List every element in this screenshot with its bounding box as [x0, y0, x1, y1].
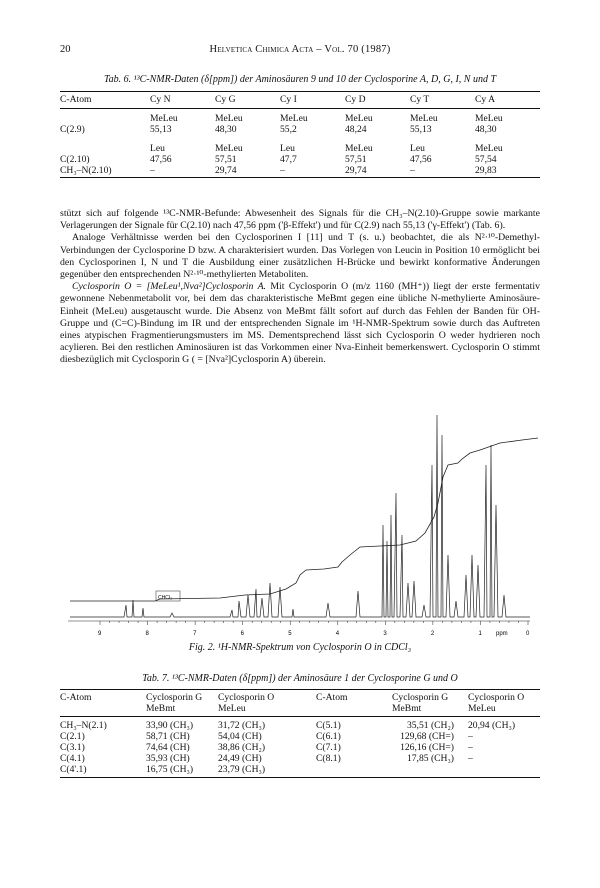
paragraph-2: Analoge Verhältnisse werden bei den Cyclosporinen I [11] und T (s. u.) beobachtet, die als N²·¹⁰-Demethyl-Verbindungen der Cyclosporine D bzw. A charakterisiert wurden. Das Vorlegen von Leucin in Position 10 ermöglicht bei den Cyclosporinen I, N und T die Ausbildung einer zusätzlichen H-Brücke und bewirkt konformative Änderungen gegenüber den entsprechenden N²·¹⁰-methylierten Metaboliten.	[60, 232, 540, 281]
axis-tick-label: 2	[430, 631, 435, 637]
table-cell: 31,72 (CH₃)	[218, 720, 266, 731]
table6-header-cell: Cy I	[280, 92, 345, 109]
table-cell: 48,24	[345, 124, 367, 135]
table-cell: 29,83	[475, 165, 540, 178]
table-cell: MeLeu	[475, 113, 503, 124]
table-cell: 38,86 (CH₂)	[218, 742, 266, 753]
table-cell: 47,56	[410, 154, 432, 165]
table6-header-cell: Cy D	[345, 92, 410, 109]
table7-header-cell: Cyclosporin O	[468, 692, 525, 703]
axis-tick-label: 9	[98, 631, 102, 637]
table-cell: C(7.1)	[316, 742, 341, 753]
table-row	[60, 109, 540, 125]
table7-header-cell: C-Atom	[316, 692, 348, 703]
table-cell: MeLeu	[150, 113, 178, 124]
table7-subheader-cell: MeBmt	[146, 703, 218, 717]
table-cell: MeLeu	[345, 143, 373, 154]
table6-header-cell: Cy N	[150, 92, 215, 109]
table-cell: 47,7	[280, 154, 297, 165]
table7-subheader-cell	[60, 703, 146, 717]
table-row	[60, 124, 540, 135]
table-cell: –	[468, 731, 473, 742]
axis-tick-label: 7	[193, 631, 197, 637]
table7-subheader-cell: MeBmt	[392, 703, 468, 717]
table6	[60, 91, 540, 178]
nmr-spectrum-plot	[60, 405, 540, 647]
table-cell: –	[150, 165, 215, 178]
table-cell: –	[280, 165, 345, 178]
table-cell: C(2.1)	[60, 731, 85, 742]
table-cell: CH₃–N(2.10)	[60, 165, 150, 178]
table-cell: 54,04 (CH)	[218, 731, 262, 742]
table-cell: C(4'.1)	[60, 764, 146, 778]
axis-tick-label: 3	[383, 631, 387, 637]
table7-header-cell: Cyclosporin G	[392, 692, 449, 703]
table-cell: Leu	[410, 143, 425, 154]
table-cell: MeLeu	[280, 113, 308, 124]
table-cell: 47,56	[150, 154, 172, 165]
table-cell: 24,49 (CH)	[218, 753, 262, 764]
table-cell: 33,90 (CH₃)	[146, 720, 194, 731]
table-cell: –	[410, 165, 475, 178]
table-cell: 35,51 (CH₂)	[406, 720, 454, 731]
table7-subheader-row	[60, 703, 540, 717]
table-row	[60, 764, 540, 778]
spectrum-trace	[70, 415, 530, 617]
table-cell: 17,85 (CH₃)	[406, 753, 454, 764]
table-row	[60, 753, 540, 764]
page-number: 20	[60, 44, 71, 55]
axis-tick-label: 0	[526, 631, 530, 637]
paragraph-3-lead: Cyclosporin O = [MeLeu¹,Nva²]Cyclosporin A.	[72, 281, 267, 293]
table-cell: C(4.1)	[60, 753, 85, 764]
table-cell: –	[468, 753, 473, 764]
table6-caption: Tab. 6. ¹³C-NMR-Daten (δ[ppm]) der Aminosäuren 9 und 10 der Cyclosporine A, D, G, I, N und T	[103, 74, 497, 85]
table7	[60, 689, 540, 778]
table-row	[60, 717, 540, 732]
table-cell: MeLeu	[410, 113, 438, 124]
table-cell	[60, 135, 150, 154]
table6-header-row	[60, 92, 540, 109]
table-cell: 55,2	[280, 124, 297, 135]
table-cell	[316, 764, 392, 778]
figure-caption: Fig. 2. ¹H-NMR-Spektrum von Cyclosporin O in CDCl₃	[188, 642, 412, 653]
table-cell: C(2.10)	[60, 154, 90, 165]
axis-tick-label: 8	[145, 631, 149, 637]
table7-header-row	[60, 690, 540, 704]
axis-tick-label: 6	[240, 631, 245, 637]
table-cell	[468, 764, 540, 778]
ppm-label: ppm	[496, 631, 508, 637]
table7-caption: Tab. 7. ¹³C-NMR-Daten (δ[ppm]) der Aminosäure 1 der Cyclosporine G und O	[142, 673, 458, 684]
table-row	[60, 742, 540, 753]
table-cell: MeLeu	[475, 143, 503, 154]
running-title: Helvetica Chimica Acta – Vol. 70 (1987)	[209, 44, 391, 55]
table7-subheader-cell: MeLeu	[218, 703, 316, 717]
table6-header-cell: Cy G	[215, 92, 280, 109]
table-cell: Leu	[150, 143, 165, 154]
paragraph-3	[60, 281, 540, 366]
table-cell: 129,68 (CH=)	[400, 731, 454, 742]
table-cell: 126,16 (CH=)	[400, 742, 454, 753]
table-cell: 29,74	[345, 165, 410, 178]
axis-ticks	[98, 621, 530, 637]
table-cell: 58,71 (CH)	[146, 731, 190, 742]
table-cell: C(2.9)	[60, 124, 85, 135]
table-cell: 57,54	[475, 154, 497, 165]
table7-subheader-cell	[316, 703, 392, 717]
table-cell: 55,13	[150, 124, 172, 135]
axis-tick-label: 5	[288, 631, 292, 637]
table-cell	[392, 764, 468, 778]
table-cell: CH₃–N(2.1)	[60, 720, 107, 731]
table-cell: 16,75 (CH₃)	[146, 764, 218, 778]
table-cell: MeLeu	[215, 143, 243, 154]
table-row	[60, 154, 540, 165]
table-row	[60, 165, 540, 178]
nmr-spectrum-figure	[60, 405, 540, 647]
body-text	[60, 208, 540, 367]
table7-header-cell: Cyclosporin G	[146, 692, 203, 703]
axis-tick-label: 4	[335, 631, 340, 637]
paragraph-1: stützt sich auf folgende ¹³C-NMR-Befunde: Abwesenheit des Signals für die CH₃–N(2.10)-Gruppe sowie markante Verlagerungen der Signale für C(2.10) nach 47,56 ppm ('β-Effekt') und für C(2.9) nach 55,13 ('γ-Effekt') (Tab. 6).	[60, 208, 540, 232]
chcl3-label: CHCl₃	[158, 595, 172, 601]
table-cell	[60, 109, 150, 125]
table-cell: C(6.1)	[316, 731, 341, 742]
table-cell: 57,51	[345, 154, 367, 165]
table-cell: Leu	[280, 143, 295, 154]
table-cell: 55,13	[410, 124, 432, 135]
table-cell: 48,30	[215, 124, 237, 135]
page-header	[60, 44, 540, 58]
table-cell: 23,79 (CH₃)	[218, 764, 316, 778]
paragraph-3-text: Mit Cyclosporin O (m/z 1160 (MH⁺)) liegt der erste fermentativ gewonnene Nebenmetabolit vor, bei dem das charakteristische MeBmt gegen eine übliche N-methylierte Aminosäure-Einheit (MeLeu) ausgetauscht wurde. Die Absenz von MeBmt fällt sofort auf durch das Fehlen der Banden für OH-Gruppe und (C=C)-Bindung im IR und der entsprechenden Signale im ¹H-NMR-Spektrum sowie durch das Auftreten eines atypischen Fragmentierungsmusters im MS. Dementsprechend lässt sich Cyclosporin O weder hydrieren noch acylieren. Bei den restlichen Aminosäuren ist das Vorkommen einer Nva-Einheit bemerkenswert. Cyclosporin O stimmt diesbezüglich mit Cyclosporin G ( = [Nva²]Cyclosporin A) überein.	[60, 281, 540, 366]
table-cell: C(8.1)	[316, 753, 341, 764]
table-row	[60, 135, 540, 154]
axis-tick-label: 1	[478, 631, 482, 637]
table-cell: MeLeu	[215, 113, 243, 124]
table6-header-cell: Cy T	[410, 92, 475, 109]
table-cell: 57,51	[215, 154, 237, 165]
table-cell: 35,93 (CH)	[146, 753, 190, 764]
table7-subheader-cell: MeLeu	[468, 703, 540, 717]
table-cell: 29,74	[215, 165, 280, 178]
table-cell: –	[468, 742, 473, 753]
integral-curve	[70, 438, 538, 601]
table-cell: C(5.1)	[316, 720, 341, 731]
table-row	[60, 731, 540, 742]
table-cell: MeLeu	[345, 113, 373, 124]
table-cell: 48,30	[475, 124, 497, 135]
table6-header-cell: Cy A	[475, 92, 540, 109]
table6-header-cell: C-Atom	[60, 92, 150, 109]
table-cell: 74,64 (CH)	[146, 742, 190, 753]
table7-header-cell: Cyclosporin O	[218, 692, 275, 703]
table-cell: 20,94 (CH₃)	[468, 720, 516, 731]
table7-header-cell: C-Atom	[60, 692, 92, 703]
table-cell: C(3.1)	[60, 742, 85, 753]
